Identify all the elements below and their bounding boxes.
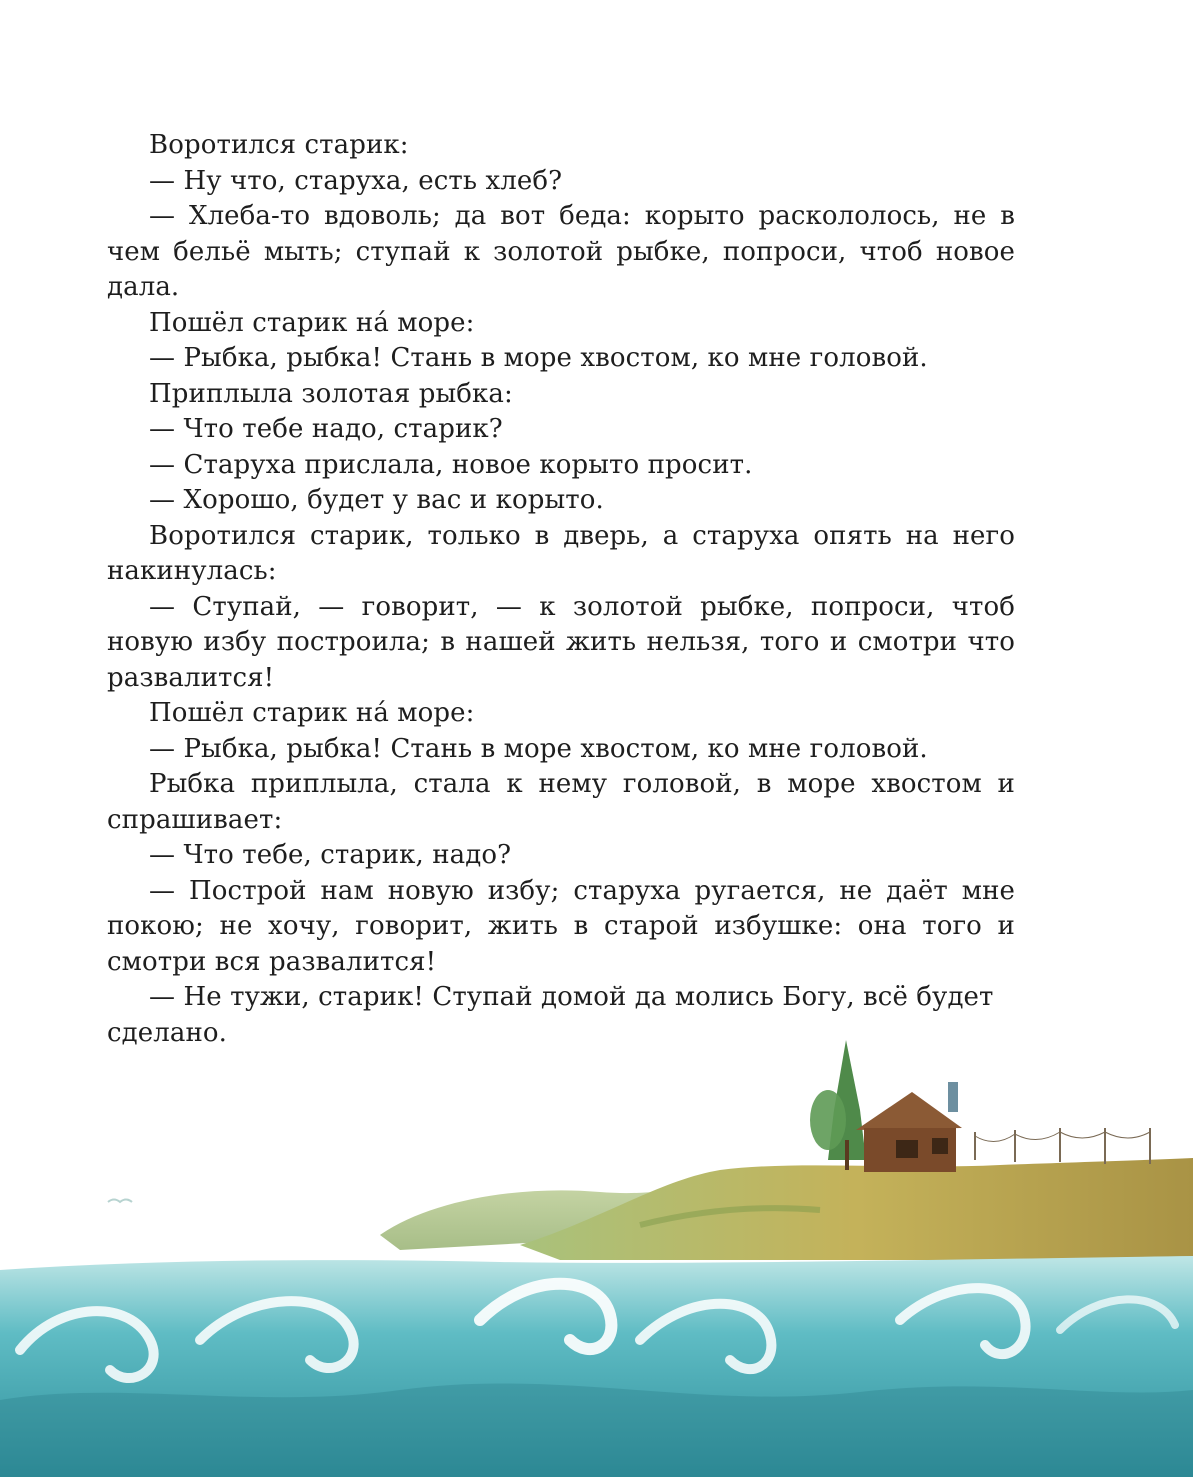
paragraph: Воротился старик, только в дверь, а старуха опять на него накинулась: — [107, 520, 1015, 586]
paragraph: — Построй нам новую избу; старуха ругается, не даёт мне покою; не хочу, говорит, жить в старой избушке: она того и смотри вся развалится! — [107, 875, 1015, 977]
fence — [975, 1128, 1150, 1164]
paragraph: Воротился старик: — [149, 130, 409, 160]
paragraph: Пошёл старик на́ море: — [149, 307, 475, 338]
paragraph: — Старуха прислала, новое корыто просит. — [149, 449, 753, 480]
paragraph: Рыбка приплыла, стала к нему головой, в море хвостом и спрашивает: — [107, 769, 1015, 835]
paragraph: — Ступай, — говорит, — к золотой рыбке, попроси, чтоб новую избу построила; в нашей жить нельзя, того и смотри что развалится! — [107, 591, 1015, 693]
shore — [520, 1158, 1193, 1260]
watercolor-scene — [0, 1020, 1193, 1477]
hut-icon — [856, 1082, 962, 1172]
wave-shading — [0, 1383, 1193, 1477]
paragraph: — Хлеба-то вдоволь; да вот беда: корыто раскололось, не в чем бельё мыть; ступай к золотой рыбке, попроси, чтоб новое дала. — [107, 201, 1015, 302]
paragraph: — Что тебе, старик, надо? — [149, 840, 512, 870]
paragraph: — Рыбка, рыбка! Стань в море хвостом, ко мне головой. — [149, 343, 928, 373]
paragraph: — Рыбка, рыбка! Стань в море хвостом, ко мне головой. — [149, 733, 928, 764]
paragraph: Пошёл старик на́ море: — [149, 698, 475, 728]
story-text — [107, 128, 1015, 1051]
paragraph: — Не тужи, старик! Ступай домой да молись Богу, всё будет сделано. — [107, 982, 994, 1048]
tree-icon — [810, 1090, 846, 1150]
paragraph: — Что тебе надо, старик? — [149, 414, 503, 444]
paragraph: — Ну что, старуха, есть хлеб? — [149, 165, 563, 196]
paragraph: Приплыла золотая рыбка: — [149, 378, 513, 409]
sea-shore-illustration — [0, 1020, 1193, 1477]
paragraph: — Хорошо, будет у вас и корыто. — [149, 485, 604, 515]
bird-icon — [108, 1200, 132, 1203]
